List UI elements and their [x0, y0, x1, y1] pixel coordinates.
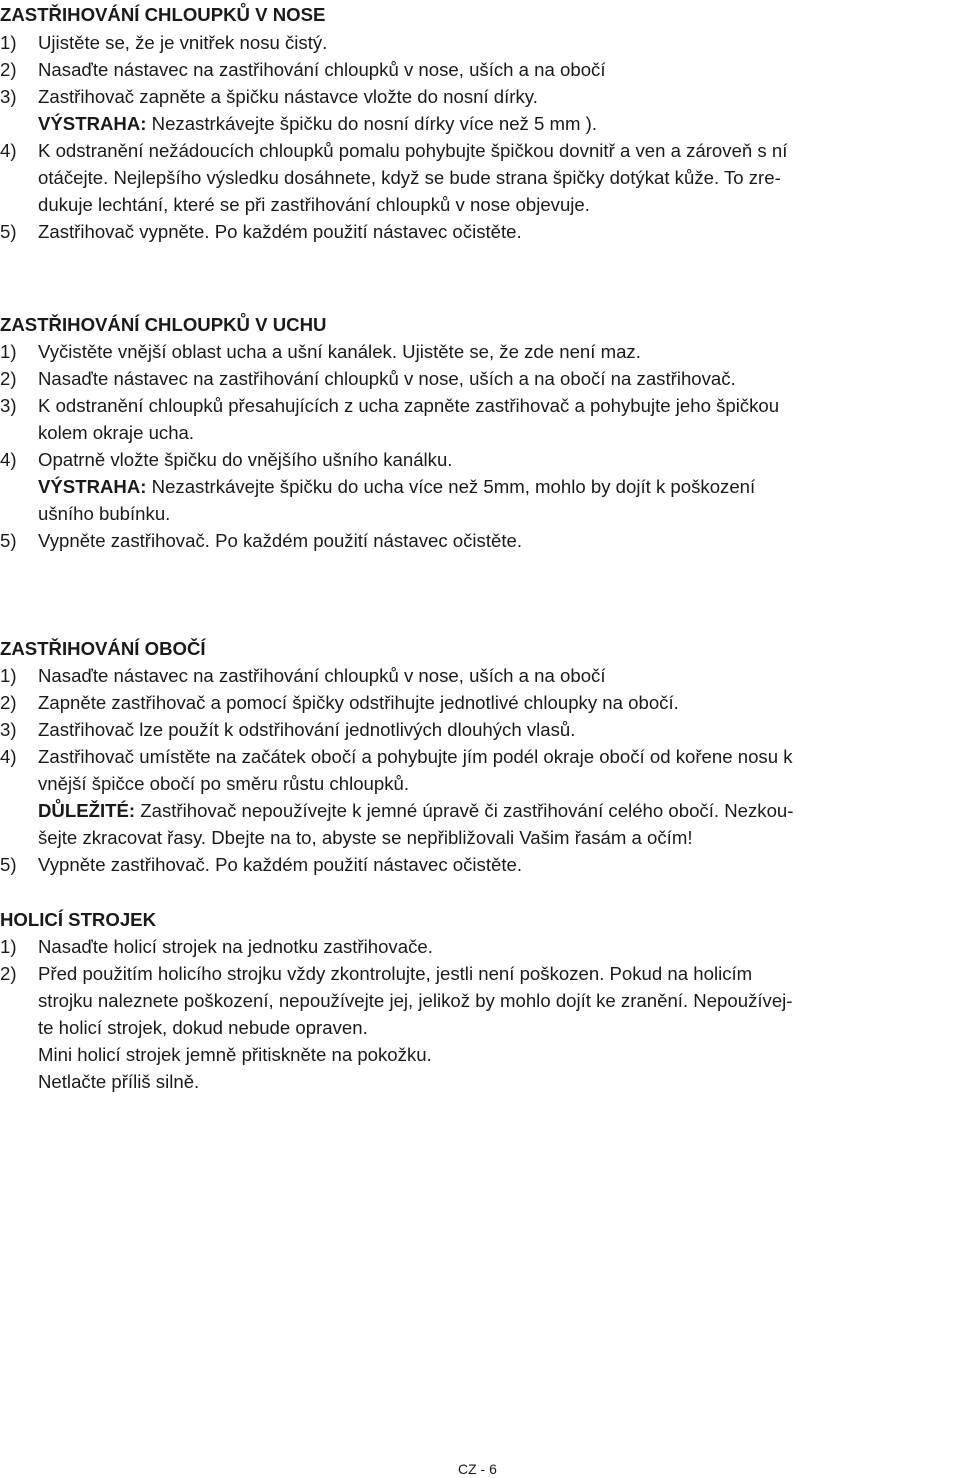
warning-text: Nezastrkávejte špičku do nosní dírky více než 5 mm ).: [146, 113, 598, 134]
warning-label: VÝSTRAHA:: [38, 476, 147, 497]
step-number: 4): [0, 140, 17, 161]
step-2-shaver-line-3: te holicí strojek, dokud nebude opraven.: [38, 1017, 368, 1038]
section-title-shaver: HOLICÍ STROJEK: [0, 909, 156, 930]
step-number: 5): [0, 854, 17, 875]
page-number: CZ - 6: [458, 1461, 497, 1477]
step-2-shaver-line-4: Mini holicí strojek jemně přitiskněte na pokožku.: [38, 1044, 432, 1065]
step-number: 1): [0, 936, 17, 957]
warning-label: VÝSTRAHA:: [38, 113, 147, 134]
step-text: Zapněte zastřihovač a pomocí špičky odstřihujte jednotlivé chloupky na obočí.: [38, 692, 679, 713]
step-text: Vypněte zastřihovač. Po každém použití nástavec očistěte.: [38, 854, 523, 875]
important-text: Zastřihovač nepoužívejte k jemné úpravě či zastřihování celého obočí. Nezkou-: [135, 800, 794, 821]
warning-ear-line-2: ušního bubínku.: [38, 503, 171, 524]
warning-nose: [38, 113, 597, 135]
step-text: Zastřihovač lze použít k odstřihování jednotlivých dlouhých vlasů.: [38, 719, 576, 740]
step-text: K odstranění nežádoucích chloupků pomalu pohybujte špičkou dovnitř a ven a zároveň s ní: [38, 140, 788, 161]
step-number: 5): [0, 530, 17, 551]
step-number: 2): [0, 59, 17, 80]
step-number: 4): [0, 746, 17, 767]
step-number: 1): [0, 665, 17, 686]
section-title-nose: ZASTŘIHOVÁNÍ CHLOUPKŮ V NOSE: [0, 4, 326, 25]
step-4-nose-line-2: otáčejte. Nejlepšího výsledku dosáhnete, když se bude strana špičky dotýkat kůže. To zre-: [38, 167, 781, 188]
step-number: 5): [0, 221, 17, 242]
step-text: Před použitím holicího strojku vždy zkontrolujte, jestli není poškozen. Pokud na holicím: [38, 963, 753, 984]
step-2-shaver-line-5: Netlačte příliš silně.: [38, 1071, 200, 1092]
warning-text: Nezastrkávejte špičku do ucha více než 5mm, mohlo by dojít k poškození: [146, 476, 756, 497]
section-title-brow: ZASTŘIHOVÁNÍ OBOČÍ: [0, 638, 206, 659]
step-4-brow-line-2: vnější špičce obočí po směru růstu chloupků.: [38, 773, 410, 794]
step-number: 1): [0, 341, 17, 362]
step-text: Zastřihovač zapněte a špičku nástavce vložte do nosní dírky.: [38, 86, 538, 107]
step-text: Zastřihovač vypněte. Po každém použití nástavec očistěte.: [38, 221, 522, 242]
important-label: DŮLEŽITÉ:: [38, 800, 136, 821]
important-brow-line-2: šejte zkracovat řasy. Dbejte na to, abyste se nepřibližovali Vašim řasám a očím!: [38, 827, 693, 848]
step-text: Nasaďte holicí strojek na jednotku zastřihovače.: [38, 936, 433, 957]
step-number: 3): [0, 395, 17, 416]
step-number: 2): [0, 963, 17, 984]
step-4-nose-line-3: dukuje lechtání, které se při zastřihování chloupků v nose objevuje.: [38, 194, 590, 215]
step-text: Ujistěte se, že je vnitřek nosu čistý.: [38, 32, 328, 53]
step-number: 2): [0, 692, 17, 713]
step-text: Nasaďte nástavec na zastřihování chloupků v nose, uších a na obočí: [38, 665, 606, 686]
warning-ear: [38, 476, 755, 498]
section-title-ear: ZASTŘIHOVÁNÍ CHLOUPKŮ V UCHU: [0, 314, 327, 335]
step-text: Nasaďte nástavec na zastřihování chloupků v nose, uších a na obočí: [38, 59, 606, 80]
step-3-ear-line-2: kolem okraje ucha.: [38, 422, 195, 443]
step-number: 1): [0, 32, 17, 53]
step-text: Zastřihovač umístěte na začátek obočí a pohybujte jím podél okraje obočí od kořene nosu k: [38, 746, 793, 767]
important-brow: [38, 800, 793, 822]
step-2-shaver-line-2: strojku naleznete poškození, nepoužívejte jej, jelikož by mohlo dojít ke zranění. Nepoužívej-: [38, 990, 793, 1011]
step-number: 3): [0, 719, 17, 740]
step-text: Vypněte zastřihovač. Po každém použití nástavec očistěte.: [38, 530, 523, 551]
step-number: 3): [0, 86, 17, 107]
step-number: 4): [0, 449, 17, 470]
step-text: Opatrně vložte špičku do vnějšího ušního kanálku.: [38, 449, 453, 470]
step-number: 2): [0, 368, 17, 389]
step-text: Nasaďte nástavec na zastřihování chloupků v nose, uších a na obočí na zastřihovač.: [38, 368, 736, 389]
step-text: Vyčistěte vnější oblast ucha a ušní kanálek. Ujistěte se, že zde není maz.: [38, 341, 641, 362]
step-text: K odstranění chloupků přesahujících z ucha zapněte zastřihovač a pohybujte jeho špičkou: [38, 395, 780, 416]
